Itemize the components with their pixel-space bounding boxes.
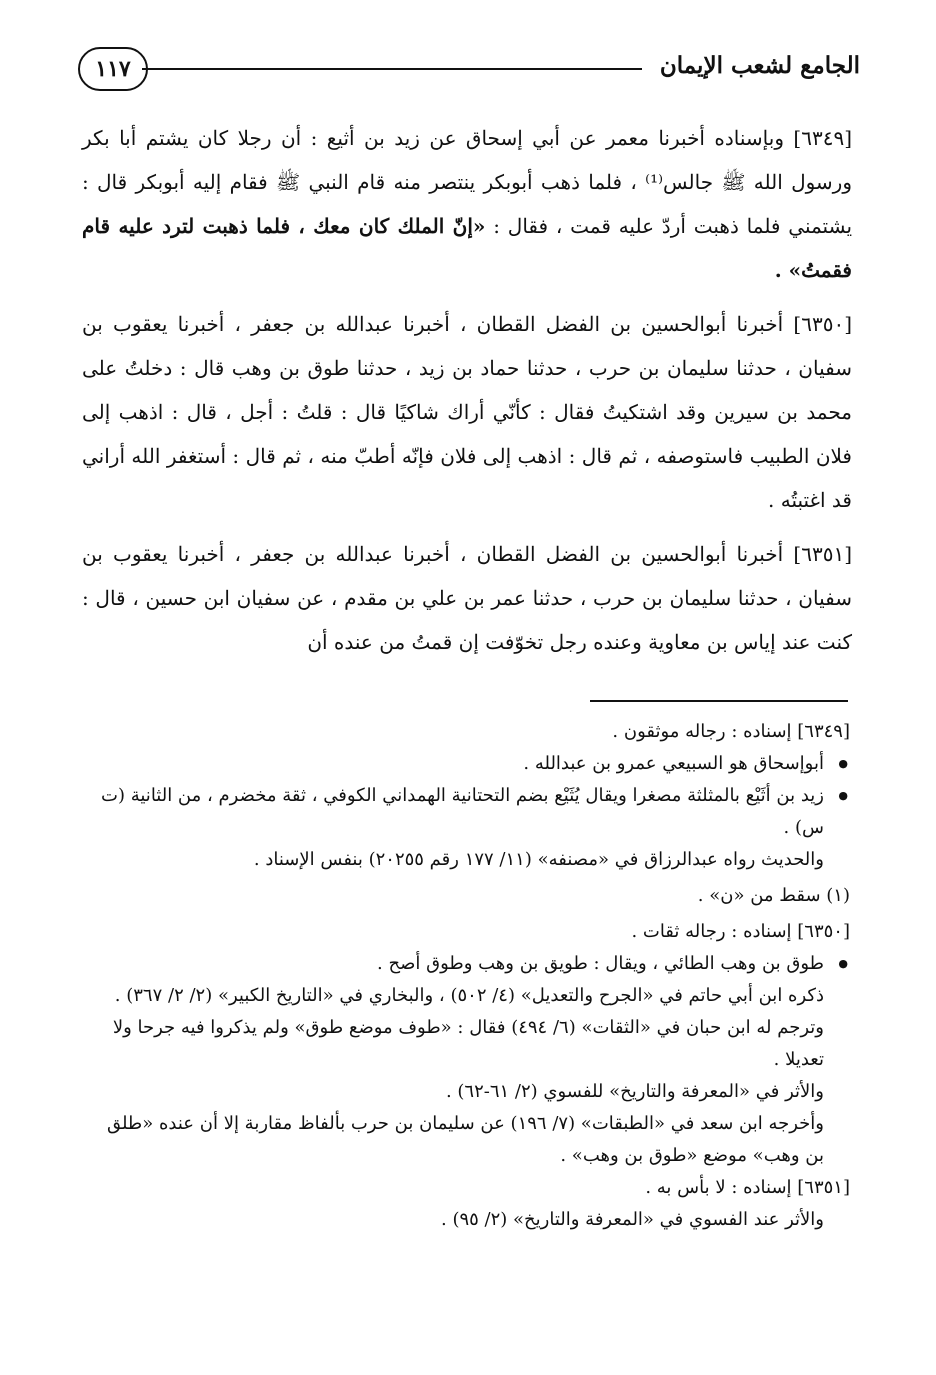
paragraph-6349-quote: «إنّ الملك كان معك ، فلما ذهبت لترد عليه قام فقمتُ» . bbox=[82, 214, 852, 282]
note-6351-line-1: والأثر عند الفسوي في «المعرفة والتاريخ» (٢/ ٩٥) . bbox=[441, 1209, 824, 1230]
note-6350-line-1: ذكره ابن أبي حاتم في «الجرح والتعديل» (٤/ ٥٠٢) ، والبخاري في «التاريخ الكبير» (٢/ ٢/ ٣٦٧) . bbox=[114, 985, 824, 1006]
note-6350-bullet-1: ● طوق بن وهب الطائي ، ويقال : طويق بن وهب وطوق أصح . bbox=[84, 948, 850, 980]
footnote-1: (١) سقط من «ن» . bbox=[697, 885, 850, 906]
note-6349-bullet-1: ● أبوإسحاق هو السبيعي عمرو بن عبدالله . bbox=[84, 748, 850, 780]
note-6350-heading: [٦٣٥٠] إسناده : رجاله ثقات . bbox=[631, 921, 850, 942]
paragraph-6349 bbox=[82, 116, 852, 292]
paragraph-6351: [٦٣٥١] أخبرنا أبوالحسين بن الفضل القطان ، أخبرنا عبدالله بن جعفر ، أخبرنا يعقوب بن سفيان ، حدثنا سليمان بن حرب ، حدثنا عمر بن علي بن مقدم ، عن سفيان ابن حسين ، قال : كنت عند إياس بن معاوية وعنده رجل تخوّفت إن قمتُ من عنده أن bbox=[82, 542, 852, 654]
note-6350-line-2: وترجم له ابن حبان في «الثقات» (٦/ ٤٩٤) فقال : «طوف موضع طوق» ولم يذكروا فيه جرحا ولا تعديلا . bbox=[112, 1017, 824, 1070]
main-text bbox=[82, 116, 852, 674]
header-rule bbox=[142, 68, 642, 70]
paragraph-6349-text: [٦٣٤٩] وبإسناده أخبرنا معمر عن أبي إسحاق عن زيد بن أثيع : أن رجلا كان يشتم أبا بكر ورسول الله ﷺ جالس⁽¹⁾ ، فلما ذهب أبوبكر ينتصر منه قام النبي ﷺ فقام إليه أبوبكر قال : يشتمني فلما ذهبت أردّ عليه قمت ، فقال : bbox=[82, 126, 853, 238]
page-number: ١١٧ bbox=[78, 47, 148, 91]
note-6349-bullet-2: ● زيد بن أثَيْع بالمثلثة مصغرا ويقال يُثَيْع بضم التحتانية الهمداني الكوفي ، ثقة مخضرم ، من الثانية (ت س) . bbox=[84, 780, 850, 844]
page-header bbox=[78, 40, 860, 92]
note-6350-line-4: وأخرجه ابن سعد في «الطبقات» (٧/ ١٩٦) عن سليمان بن حرب بألفاظ مقاربة إلا أن عنده «طلق بن وهب» موضع «طوق بن وهب» . bbox=[106, 1113, 824, 1166]
note-6349-hadith: والحديث رواه عبدالرزاق في «مصنفه» (١١/ ١٧٧ رقم ٢٠٢٥٥) بنفس الإسناد . bbox=[253, 849, 824, 870]
footnote-separator bbox=[590, 700, 848, 702]
paragraph-6350: [٦٣٥٠] أخبرنا أبوالحسين بن الفضل القطان ، أخبرنا عبدالله بن جعفر ، أخبرنا يعقوب بن سفيان ، حدثنا سليمان بن حرب ، حدثنا حماد بن زيد ، حدثنا طوق بن وهب قال : دخلتُ على محمد بن سيرين وقد اشتكيتُ فقال : كأنّي أراك شاكيًا قال : قلتُ : أجل ، قال : اذهب إلى فلان الطبيب فاستوصفه ، ثم قال : اذهب إلى فلان فإنّه أطبّ منه ، ثم قال : أستغفر الله أراني قد اغتبتُه . bbox=[82, 312, 852, 512]
note-6349-heading: [٦٣٤٩] إسناده : رجاله موثقون . bbox=[612, 721, 850, 742]
note-6350-line-3: والأثر في «المعرفة والتاريخ» للفسوي (٢/ ٦١-٦٢) . bbox=[445, 1081, 824, 1102]
note-6351-heading: [٦٣٥١] إسناده : لا بأس به . bbox=[645, 1177, 850, 1198]
footnotes bbox=[84, 716, 850, 1236]
running-title: الجامع لشعب الإيمان bbox=[659, 52, 860, 79]
